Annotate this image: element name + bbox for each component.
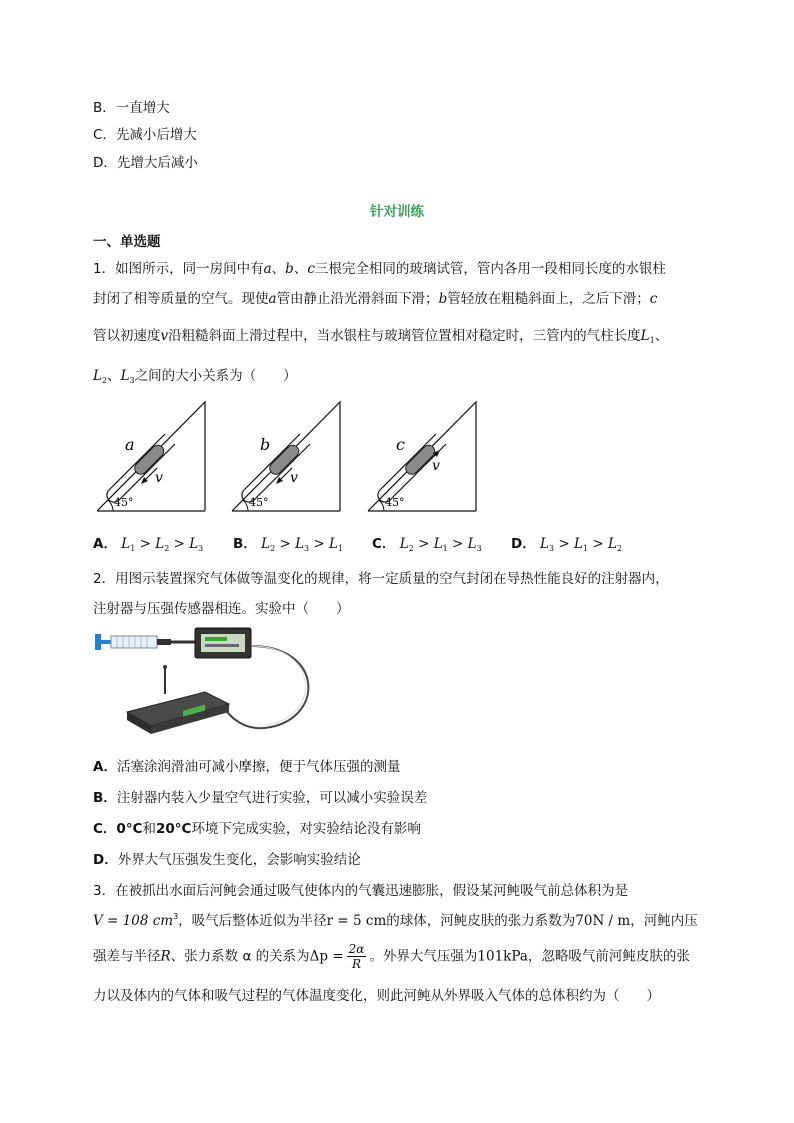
incline-a [97,402,205,511]
q1-option-b[interactable]: B． $L_2 > L_3 > L_1$ [233,536,344,553]
prev-option-c: C．先减小后增大 [93,127,197,143]
q2-option-d[interactable]: D．外界大气压强发生变化，会影响实验结论 [93,852,361,868]
incline-b [232,402,340,511]
velocity-label-a: v [155,470,163,486]
incline-c [368,402,476,511]
q2-apparatus-figure [95,626,325,744]
label-c: c [396,435,405,454]
q1-option-c[interactable]: C． $L_2 > L_1 > L_3$ [372,536,482,553]
q3-line-3: 强差与半径R、张力系数 α 的关系为Δp = $\frac{2\alpha}{R}$ 。外界大气压强为101kPa，忽略吸气前河鲀皮肤的张 [93,942,690,971]
q2-line-1: 2．用图示装置探究气体做等温变化的规律，将一定质量的空气封闭在导热性能良好的注射器内， [93,571,669,587]
q1-option-d[interactable]: D． $L_3 > L_1 > L_2$ [511,536,623,553]
prev-option-b: B．一直增大 [93,100,170,116]
pressure-sensor-icon [195,628,251,658]
syringe-icon [95,634,195,650]
velocity-label-b: v [290,470,298,486]
q1-option-a[interactable]: A． $L_1 > L_2 > L_3$ [93,536,204,553]
q3-line-4: 力以及体内的气体和吸气过程的气体温度变化，则此河鲀从外界吸入气体的总体积约为（ ） [93,988,660,1004]
q3-line-1: 3．在被抓出水面后河鲀会通过吸气使体内的气囊迅速膨胀，假设某河鲀吸气前总体积为是 [93,883,629,899]
section-heading: 一、单选题 [93,234,161,250]
label-b: b [260,435,271,454]
section-title: 针对训练 [370,204,424,220]
angle-label-a: 45° [114,496,134,509]
q1-line-3: 管以初速度v沿粗糙斜面上滑过程中，当水银柱与玻璃管位置相对稳定时，三管内的气柱长度$L_1$、 [93,328,669,345]
angle-label-b: 45° [249,496,269,509]
q2-option-b[interactable]: B．注射器内装入少量空气进行实验，可以减小实验误差 [93,790,428,806]
q1-figure [95,398,485,516]
velocity-label-c: v [432,458,440,474]
label-a: a [125,435,135,454]
data-collector-icon [127,665,229,734]
q1-line-1: 1．如图所示，同一房间中有a、b、c三根完全相同的玻璃试管，管内各用一段相同长度的水银柱 [93,261,666,277]
prev-option-d: D．先增大后减小 [93,155,198,171]
q3-line-2: V = 108 $cm^3$，吸气后整体近似为半径r = 5 cm的球体，河鲀皮肤的张力系数为70N / m，河鲀内压 [93,912,698,929]
q2-option-a[interactable]: A．活塞涂润滑油可减小摩擦，便于气体压强的测量 [93,759,401,775]
q2-option-c[interactable]: C．0°C和20°C环境下完成实验，对实验结论没有影响 [93,821,421,837]
angle-label-c: 45° [385,496,405,509]
q2-line-2: 注射器与压强传感器相连。实验中（ ） [93,601,350,617]
tension-fraction: $\frac{2\alpha}{R}$ [348,942,365,971]
q1-line-2: 封闭了相等质量的空气。现使a管由静止沿光滑斜面下滑；b管轻放在粗糙斜面上，之后下滑；c [93,291,658,307]
q1-line-4: $L_2$、$L_3$之间的大小关系为（ ） [93,368,297,385]
